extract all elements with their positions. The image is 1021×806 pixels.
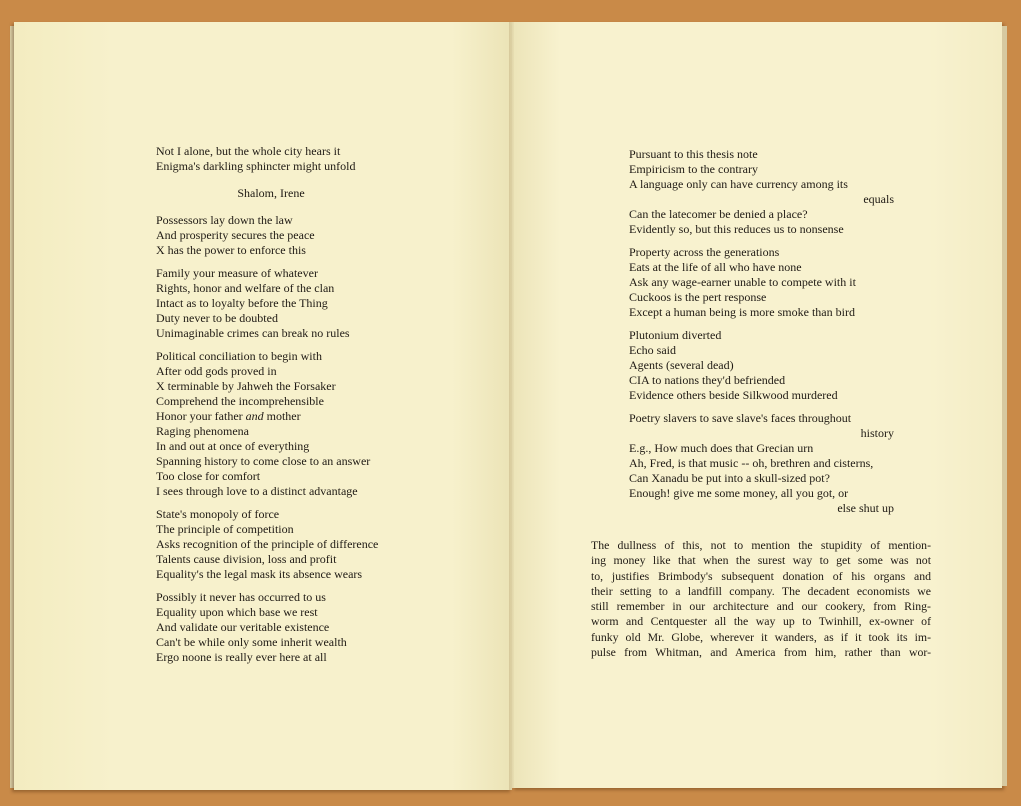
prose-line: worm and Centquester all the way up to Twinhill, ex-owner of: [591, 614, 931, 629]
poem-line: After odd gods proved in: [156, 364, 277, 378]
poem-line: Ah, Fred, is that music -- oh, brethren and cisterns,: [629, 456, 874, 470]
poem-line: A language only can have currency among its: [629, 177, 848, 191]
poem-line: Plutonium diverted: [629, 328, 722, 342]
poem-line: CIA to nations they'd befriended: [629, 373, 786, 387]
poem-line: Ask any wage-earner unable to compete with it: [629, 275, 856, 289]
poem-line: Cuckoos is the pert response: [629, 290, 767, 304]
poem-line: Pursuant to this thesis note: [629, 147, 758, 161]
poem-line: Talents cause division, loss and profit: [156, 552, 337, 566]
prose-paragraph: [591, 538, 931, 660]
poem-line: Unimaginable crimes can break no rules: [156, 326, 350, 340]
poem-runover: history: [860, 426, 894, 440]
prose-line: to, justifies Brimbody's subsequent donation of his organs and: [591, 568, 931, 583]
poem-runover: equals: [863, 192, 894, 206]
stanza: [156, 507, 416, 582]
poem-line: Intact as to loyalty before the Thing: [156, 296, 328, 310]
poem-line: [156, 409, 416, 424]
poem-line: Eats at the life of all who have none: [629, 260, 802, 274]
poem-line: Enough! give me some money, all you got, or: [629, 486, 849, 500]
stanza: [156, 266, 416, 341]
emphasis-word: and: [245, 409, 264, 423]
poem-line: Enigma's darkling sphincter might unfold: [156, 159, 356, 173]
poem-line: And validate our veritable existence: [156, 620, 330, 634]
section-heading: Shalom, Irene: [237, 186, 305, 200]
poem-line: Too close for comfort: [156, 469, 261, 483]
prose-line: The dullness of this, not to mention the stupidity of mention-: [591, 538, 931, 552]
prose-line: funky old Mr. Globe, wherever it wanders, as if it took its im-: [591, 629, 931, 644]
stanza: [156, 349, 416, 499]
poem-line: Equality's the legal mask its absence wears: [156, 567, 363, 581]
prose-line: their setting to a landfill company. The decadent economists we: [591, 583, 931, 598]
poem-line: X has the power to enforce this: [156, 243, 306, 257]
poem-line: Duty never to be doubted: [156, 311, 278, 325]
poem-line: Evidence others beside Silkwood murdered: [629, 388, 838, 402]
poem-runover: else shut up: [837, 501, 894, 515]
poem-text: mother: [263, 409, 301, 423]
poem-line: Political conciliation to begin with: [156, 349, 322, 363]
poem-line: Possessors lay down the law: [156, 213, 293, 227]
poem-line: And prosperity secures the peace: [156, 228, 315, 242]
prose-line: ing money like that when the surest way to get some was not: [591, 553, 931, 568]
poem-line: Raging phenomena: [156, 424, 249, 438]
poem-line: Ergo noone is really ever here at all: [156, 650, 327, 664]
poem-line: Equality upon which base we rest: [156, 605, 318, 619]
poem-line: Echo said: [629, 343, 676, 357]
right-page-poem: [629, 147, 894, 524]
prose-line: still remember in our architecture and our cookery, from Ring-: [591, 599, 931, 614]
left-page-poem: [156, 144, 416, 673]
poem-line: Evidently so, but this reduces us to nonsense: [629, 222, 844, 236]
poem-line: Asks recognition of the principle of difference: [156, 537, 379, 551]
stanza: [629, 411, 894, 516]
poem-text: Honor your father: [156, 409, 246, 423]
poem-line: Comprehend the incomprehensible: [156, 394, 324, 408]
poem-line: Can the latecomer be denied a place?: [629, 207, 808, 221]
poem-line: Not I alone, but the whole city hears it: [156, 144, 341, 158]
poem-line: Rights, honor and welfare of the clan: [156, 281, 335, 295]
stanza: [629, 328, 894, 403]
poem-line: Except a human being is more smoke than bird: [629, 305, 855, 319]
intro-stanza: [156, 144, 416, 174]
stanza: [156, 213, 416, 258]
poem-line: In and out at once of everything: [156, 439, 310, 453]
poem-line: Can't be while only some inherit wealth: [156, 635, 347, 649]
poem-line: X terminable by Jahweh the Forsaker: [156, 379, 336, 393]
poem-line: I sees through love to a distinct advantage: [156, 484, 358, 498]
stanza: [629, 245, 894, 320]
poem-line: Spanning history to come close to an answer: [156, 454, 371, 468]
poem-line: Can Xanadu be put into a skull-sized pot?: [629, 471, 830, 485]
poem-line: State's monopoly of force: [156, 507, 280, 521]
stanza: [156, 590, 416, 665]
poem-line: Empiricism to the contrary: [629, 162, 758, 176]
poem-line: Possibly it never has occurred to us: [156, 590, 326, 604]
poem-line: Agents (several dead): [629, 358, 734, 372]
poem-line: The principle of competition: [156, 522, 294, 536]
stanza: [629, 147, 894, 237]
right-page-edge: [1002, 26, 1007, 786]
prose-line: pulse from Whitman, and America from him, rather than wor-: [591, 645, 931, 660]
book-gutter: [509, 22, 514, 790]
poem-line: E.g., How much does that Grecian urn: [629, 441, 814, 455]
poem-line: Family your measure of whatever: [156, 266, 318, 280]
poem-line: Poetry slavers to save slave's faces throughout: [629, 411, 852, 425]
poem-line: Property across the generations: [629, 245, 780, 259]
